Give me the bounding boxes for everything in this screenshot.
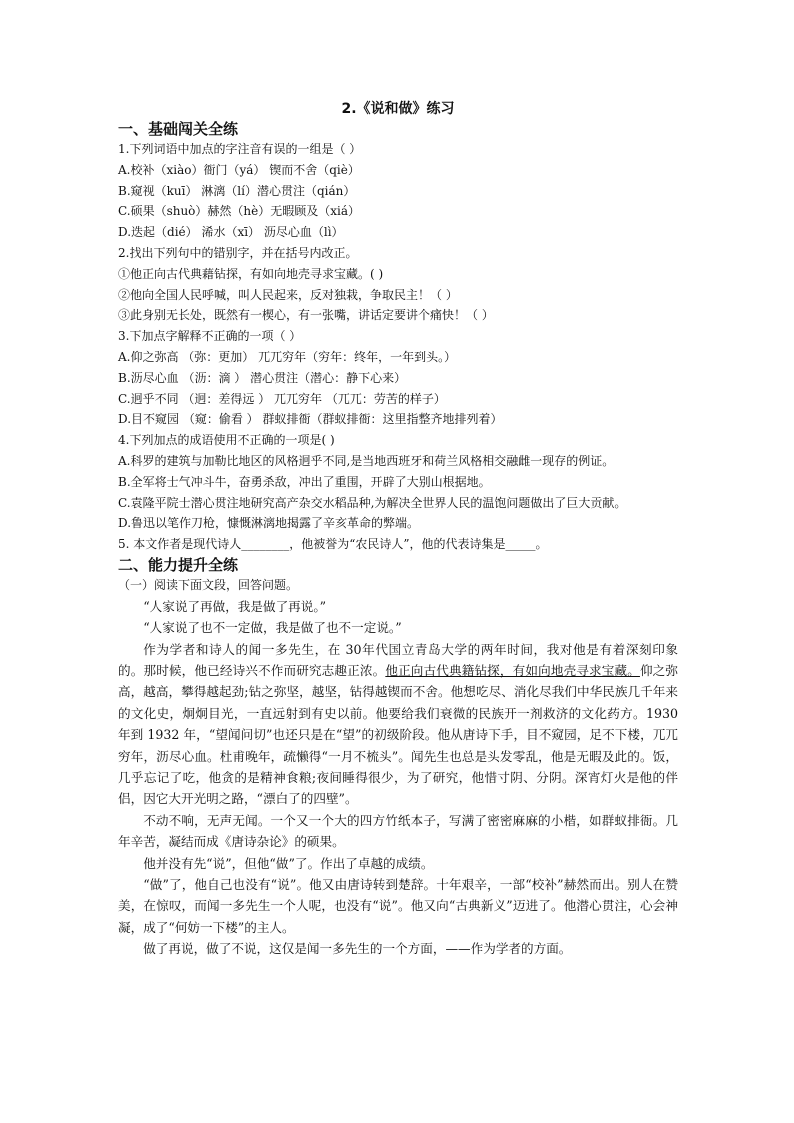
page-title: 2.《说和做》练习 xyxy=(341,101,455,117)
reading-paragraph-1 xyxy=(118,639,678,810)
q4-stem: 4.下列加点的成语使用不正确的一项是( ) xyxy=(118,433,335,448)
q5-middle: ，他被誉为“农民诗人”，他的代表诗集是 xyxy=(289,537,506,552)
question-3 xyxy=(118,326,678,430)
q4-option-b: B.全军将士气冲斗牛，奋勇杀敌，冲出了重围，开辟了大别山根据地。 xyxy=(118,474,491,489)
para1-text-before: 作为学者和诗人的闻一多先生，在 30年代国立青岛大学的两年时间，我对他是有着深刻印象的。那时候，他已经诗兴不作而研究志趣正浓。 xyxy=(118,641,678,678)
reading-paragraph-2: 不动不响，无声无闻。一个又一个大的四方竹纸本子，写满了密密麻麻的小楷，如群蚁排衙。几年辛苦，凝结而成《唐诗杂论》的硕果。 xyxy=(118,812,678,850)
q2-item-1: ①他正向古代典藉钻探，有如向地壳寻求宝藏。( ) xyxy=(118,266,384,281)
q3-option-d: D.目不窥园 （窥：偷看 ） 群蚁排衙（群蚁排衙：这里指整齐地排列着） xyxy=(118,412,503,427)
worksheet-page xyxy=(118,100,678,960)
q4-option-a: A.科罗的建筑与加勒比地区的风格迥乎不同,是当地西班牙和荷兰风格相交融雌一现存的例证。 xyxy=(118,453,615,468)
q5-blank-collection: _____ xyxy=(505,537,536,552)
reading-quote-1: “人家说了再做，我是做了再说。” xyxy=(143,598,327,614)
section2-heading: 二、能力提升全练 xyxy=(118,555,239,574)
q5-suffix: 。 xyxy=(535,537,548,552)
q4-option-d: D.鲁迅以笔作刀枪，慷慨淋漓地揭露了辛亥革命的弊端。 xyxy=(118,516,420,531)
q1-option-b: B.窥视（kuī） 淋漓（lí）潜心贯注（qián） xyxy=(118,183,356,198)
q4-option-c: C.袁隆平院士潜心贯注地研究高产杂交水稻品种,为解决全世界人民的温饱问题做出了巨大贡献。 xyxy=(118,495,627,510)
q3-option-a: A.仰之弥高 （弥：更加） 兀兀穷年（穷年：终年，一年到头。） xyxy=(118,349,457,364)
q2-item-2: ②他向全国人民呼喊，叫人民起来，反对独栽，争取民主！（ ） xyxy=(118,287,458,302)
question-1 xyxy=(118,139,678,243)
q5-blank-poet: ________ xyxy=(241,537,290,552)
q3-option-c: C.迥乎不同 （迥：差得远 ） 兀兀穷年 （兀兀：劳苦的样子） xyxy=(118,391,446,406)
q1-option-c: C.硕果（shuò）赫然（hè）无暇顾及（xiá） xyxy=(118,204,360,219)
q2-stem: 2.找出下列句中的错别字，并在括号内改正。 xyxy=(118,245,358,260)
para1-underlined-sentence: 他正向古代典籍钻探，有如向地壳寻求宝藏。 xyxy=(385,662,640,678)
q1-option-a: A.校补（xiào）衙门（yá） 锲而不舍（qiè） xyxy=(118,162,360,177)
q1-option-d: D.迭起（dié） 浠水（xī） 沥尽心血（lì） xyxy=(118,225,344,240)
q1-stem: 1.下列词语中加点的字注音有误的一组是（ ） xyxy=(118,142,362,156)
reading-label: （一）阅读下面文段，回答问题。 xyxy=(118,577,299,592)
q3-stem: 3.下加点字解释不正确的一项（ ） xyxy=(118,329,302,344)
q5-prefix: 5. 本文作者是现代诗人 xyxy=(118,537,242,552)
reading-quote-2: “人家说了也不一定做，我是做了也不一定说。” xyxy=(143,620,402,636)
question-5 xyxy=(118,534,678,555)
question-4 xyxy=(118,430,678,534)
q3-option-b: B.沥尽心血 （沥：滴 ） 潜心贯注（潜心：静下心来） xyxy=(118,370,407,385)
section1-heading: 一、基础闯关全练 xyxy=(118,120,239,138)
question-2 xyxy=(118,243,678,326)
reading-paragraph-4: “做”了，他自己也没有“说”。他又由唐诗转到楚辞。十年艰辛，一部“校补”赫然而出。别人在赞美，在惊叹，而闻一多先生一个人呢，也没有“说”。他又向“古典新义”迈进了。他潜心贯注，心会神凝，成了“何妨一下楼”的主人。 xyxy=(118,877,678,935)
reading-paragraph-5: 做了再说，做了不说，这仅是闻一多先生的一个方面，——作为学者的方面。 xyxy=(143,941,572,957)
reading-paragraph-3: 他并没有先“说”，但他“做”了。作出了卓越的成绩。 xyxy=(143,855,434,871)
para1-text-after: 仰之弥高，越高，攀得越起劲;钻之弥坚，越坚，钻得越锲而不舍。他想吃尽、消化尽我们中华民族几千年来的文化史，炯炯目光，一直远射到有史以前。他要给我们衰微的民族开一剂救济的文化药方。1930 年到 1932 年，“望闻问切”也还只是在“望”的初级阶段。他从唐诗下手，目不窥园，足不下楼，兀兀穷年，沥尽心血。杜甫晚年，疏懒得“一月不梳头”。闻先生也总是头发零乱，他是无暇及此的。饭，几乎忘记了吃，他贪的是精神食粮;夜间睡得很少，为了研究，他惜寸阴、分阴。深宵灯火是他的伴侣，因它大开光明之路，“漂白了的四壁”。 xyxy=(118,662,679,807)
q2-item-3: ③此身别无长处，既然有一楔心，有一张嘴，讲话定要讲个痛快！（ ） xyxy=(118,308,494,323)
